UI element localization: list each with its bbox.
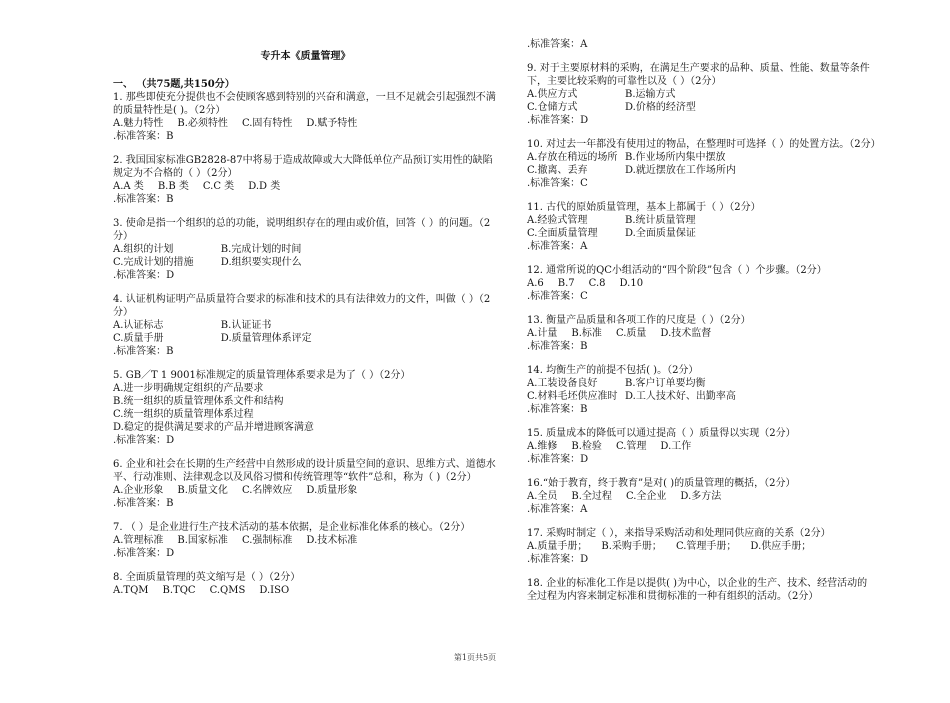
option-item: B.7 [557,278,575,289]
option-item: D.D 类 [248,181,281,192]
document-title: 专升本《质量管理》 [260,51,351,62]
answer-line: .标准答案：C [527,178,588,189]
answer-line: .标准答案：B [527,341,588,352]
question-item [113,91,498,143]
option-item: B.标准 [571,328,602,339]
option-list [527,440,877,453]
option-item: C.QMS [209,585,246,596]
option-item: B.客户订单要均衡 [625,378,706,389]
option-list [527,377,877,403]
option-item: A.A 类 [113,181,144,192]
option-item: C.管理手册； [675,541,737,552]
option-item: D.供应手册； [750,541,812,552]
option-item: B.统一组织的质量管理体系文件和结构 [113,396,284,407]
option-item: D.组织要实现什么 [220,257,302,268]
question-item [527,427,877,466]
question-text: 18. 企业的标准化工作是以提供( )为中心，以企业的生产、技术、经营活动的全过程为内容来制定标准和贯彻标准的一种有组织的活动。（2分） [527,578,868,602]
option-item: C.统一组织的质量管理体系过程 [113,409,254,420]
option-item: D.技术监督 [660,328,712,339]
option-item: B.统计质量管理 [625,215,696,226]
option-item: A.工装设备良好 [527,378,598,389]
answer-line: .标准答案：D [527,454,589,465]
option-item: C.8 [588,278,606,289]
option-item: B.全过程 [571,491,612,502]
option-list [527,490,877,503]
question-text: 14. 均衡生产的前提不包括( )。（2分） [527,365,699,376]
option-list [113,319,498,345]
question-text: 8. 全面质量管理的英文缩写是（ ）（2分） [113,572,301,583]
option-list [113,117,498,130]
option-item: D.多方法 [680,491,722,502]
option-item: B.必须特性 [177,118,228,129]
question-item [527,314,877,353]
option-list [113,534,498,547]
answer-line: .标准答案：B [113,498,174,509]
option-item: A.供应方式 [527,89,578,100]
answer-line: .标准答案：D [527,115,589,126]
question-text: 13. 衡量产品质量和各项工作的尺度是（ ）（2分） [527,315,751,326]
option-item: D.技术标准 [306,535,358,546]
option-list [113,180,498,193]
option-item: C.材料毛坯供应准时 [527,391,618,402]
question-text: 16.“始于教育，终于教育”是对( )的质量管理的概括，（2分） [527,478,796,489]
option-item: A.质量手册； [527,541,588,552]
option-list [113,382,498,434]
question-item [527,577,877,603]
option-item: B.国家标准 [177,535,228,546]
option-item: D.稳定的提供满足要求的产品并增进顾客满意 [113,422,314,433]
option-item: D.就近摆放在工作场所内 [625,165,736,176]
page-footer: 第1页共5页 [453,653,497,662]
option-item: A.进一步明确规定组织的产品要求 [113,383,264,394]
question-list-left [113,91,498,597]
option-item: D.ISO [259,585,290,596]
question-list-right [527,62,881,603]
option-item: D.赋予特性 [306,118,358,129]
answer-line: .标准答案：B [527,404,588,415]
answer-line: .标准答案：D [113,270,175,281]
question-text: 7. （ ）是企业进行生产技术活动的基本依据，是企业标准化体系的核心。（2分） [113,522,471,533]
option-list [527,277,877,290]
answer-line: .标准答案：D [113,435,175,446]
question-text: 5. GB／T 1 9001标准规定的质量管理体系要求是为了（ ）（2分） [113,370,411,381]
question-item [527,264,877,303]
option-item: D.工人技术好、出勤率高 [625,391,736,402]
option-item: B.质量文化 [177,485,228,496]
option-item: A.组织的计划 [113,244,174,255]
option-item: A.经验式管理 [527,215,588,226]
question-item [113,521,498,560]
option-list [113,484,498,497]
question-text: 1. 那些即使充分提供也不会使顾客感到特别的兴奋和满意，一旦不足就会引起强烈不满的质量特性是( )。（2分） [113,92,496,116]
right-column [527,38,881,614]
question-item [527,62,877,127]
question-text: 17. 采购时制定（ ），来指导采购活动和处理同供应商的关系（2分） [527,528,831,539]
option-item: A.计量 [527,328,558,339]
option-item: D.全面质量保证 [625,228,696,239]
option-item: A.全员 [527,491,558,502]
option-item: C.管理 [615,441,647,452]
answer-line: .标准答案：A [527,504,588,515]
option-item: B.TQC [162,585,196,596]
question-item [113,293,498,358]
option-list [527,88,877,114]
section-heading: 一、 （共75题,共150分） [113,79,235,90]
option-list [527,151,877,177]
option-list [113,243,498,269]
option-item: C.名牌效应 [241,485,293,496]
option-item: B.运输方式 [625,89,676,100]
question-item [527,527,877,566]
question-item [527,201,877,253]
question-item [527,364,877,416]
option-item: C.质量手册 [113,333,164,344]
option-list [527,327,877,340]
question-item [113,217,498,282]
option-list [527,214,877,240]
question-item [113,571,498,597]
answer-line: .标准答案：A [527,241,588,252]
option-item: C.完成计划的措施 [113,257,194,268]
option-item: B.认证证书 [220,320,272,331]
question-text: 11. 古代的原始质量管理，基本上都属于（ ）（2分） [527,202,761,213]
option-item: B.检验 [571,441,602,452]
option-item: A.魅力特性 [113,118,164,129]
option-item: D.质量管理体系评定 [220,333,312,344]
answer-line: .标准答案：D [113,548,175,559]
question-text: 12. 通常所说的QC小组活动的“四个阶段”包含（ ）个步骤。（2分） [527,265,827,276]
option-item: C.全企业 [625,491,667,502]
option-item: B.完成计划的时间 [220,244,302,255]
question-item [527,138,881,190]
option-item: A.6 [527,278,544,289]
option-item: C.C 类 [202,181,235,192]
question-item [527,477,877,516]
question-text: 3. 使命是指一个组织的总的功能，说明组织存在的理由或价值，回答（ ）的问题。（2分） [113,218,491,242]
answer-line: .标准答案：C [527,291,588,302]
option-item: A.维修 [527,441,558,452]
question-text: 15. 质量成本的降低可以通过提高（ ）质量得以实现（2分） [527,428,796,439]
option-item: B.作业场所内集中摆放 [625,152,726,163]
option-item: D.质量形象 [306,485,358,496]
question-item [113,369,498,447]
question-text: 4. 认证机构证明产品质量符合要求的标准和技术的具有法律效力的文件，叫做（ ）（2分） [113,294,491,318]
left-column [113,50,498,608]
option-item: A.TQM [113,585,149,596]
option-item: D.价格的经济型 [625,102,696,113]
answer-line: .标准答案：A [527,39,588,50]
question-item [113,458,498,510]
option-item: A.企业形象 [113,485,164,496]
answer-line: .标准答案：D [527,554,589,565]
option-item: B.B 类 [157,181,189,192]
option-item: C.固有特性 [241,118,293,129]
option-item: A.管理标准 [113,535,164,546]
option-list [113,584,498,597]
option-item: C.全面质量管理 [527,228,598,239]
question-item [113,154,498,206]
answer-line: .标准答案：B [113,346,174,357]
option-item: A.认证标志 [113,320,164,331]
question-text: 6. 企业和社会在长期的生产经营中自然形成的设计质量空间的意识、思维方式、道德水平、行动准则、法律观念以及风俗习惯和传统管理等“软件”总和，称为（ )（2分） [113,459,496,483]
question-text: 2. 我国国家标准GB2828-87中将易于造成故障或大大降低单位产品预订实用性的缺陷规定为不合格的（ ）（2分） [113,155,493,179]
question-text: 9. 对于主要原材料的采购，在满足生产要求的品种、质量、性能、数量等条件下，主要比较采购的可靠性以及（ ）（2分） [527,63,870,87]
option-item: D.工作 [660,441,692,452]
option-item: C.撤离、丢弃 [527,165,588,176]
answer-line: .标准答案：B [113,131,174,142]
option-item: C.质量 [615,328,647,339]
answer-line: .标准答案：B [113,194,174,205]
option-item: B.采购手册； [601,541,662,552]
option-item: D.10 [619,278,644,289]
option-list [527,540,877,553]
option-item: C.仓储方式 [527,102,578,113]
option-item: A.存放在稍远的场所 [527,152,618,163]
option-item: C.强制标准 [241,535,293,546]
question-text: 10. 对过去一年都没有使用过的物品，在整理时可选择（ ）的处置方法。（2分） [527,139,881,150]
